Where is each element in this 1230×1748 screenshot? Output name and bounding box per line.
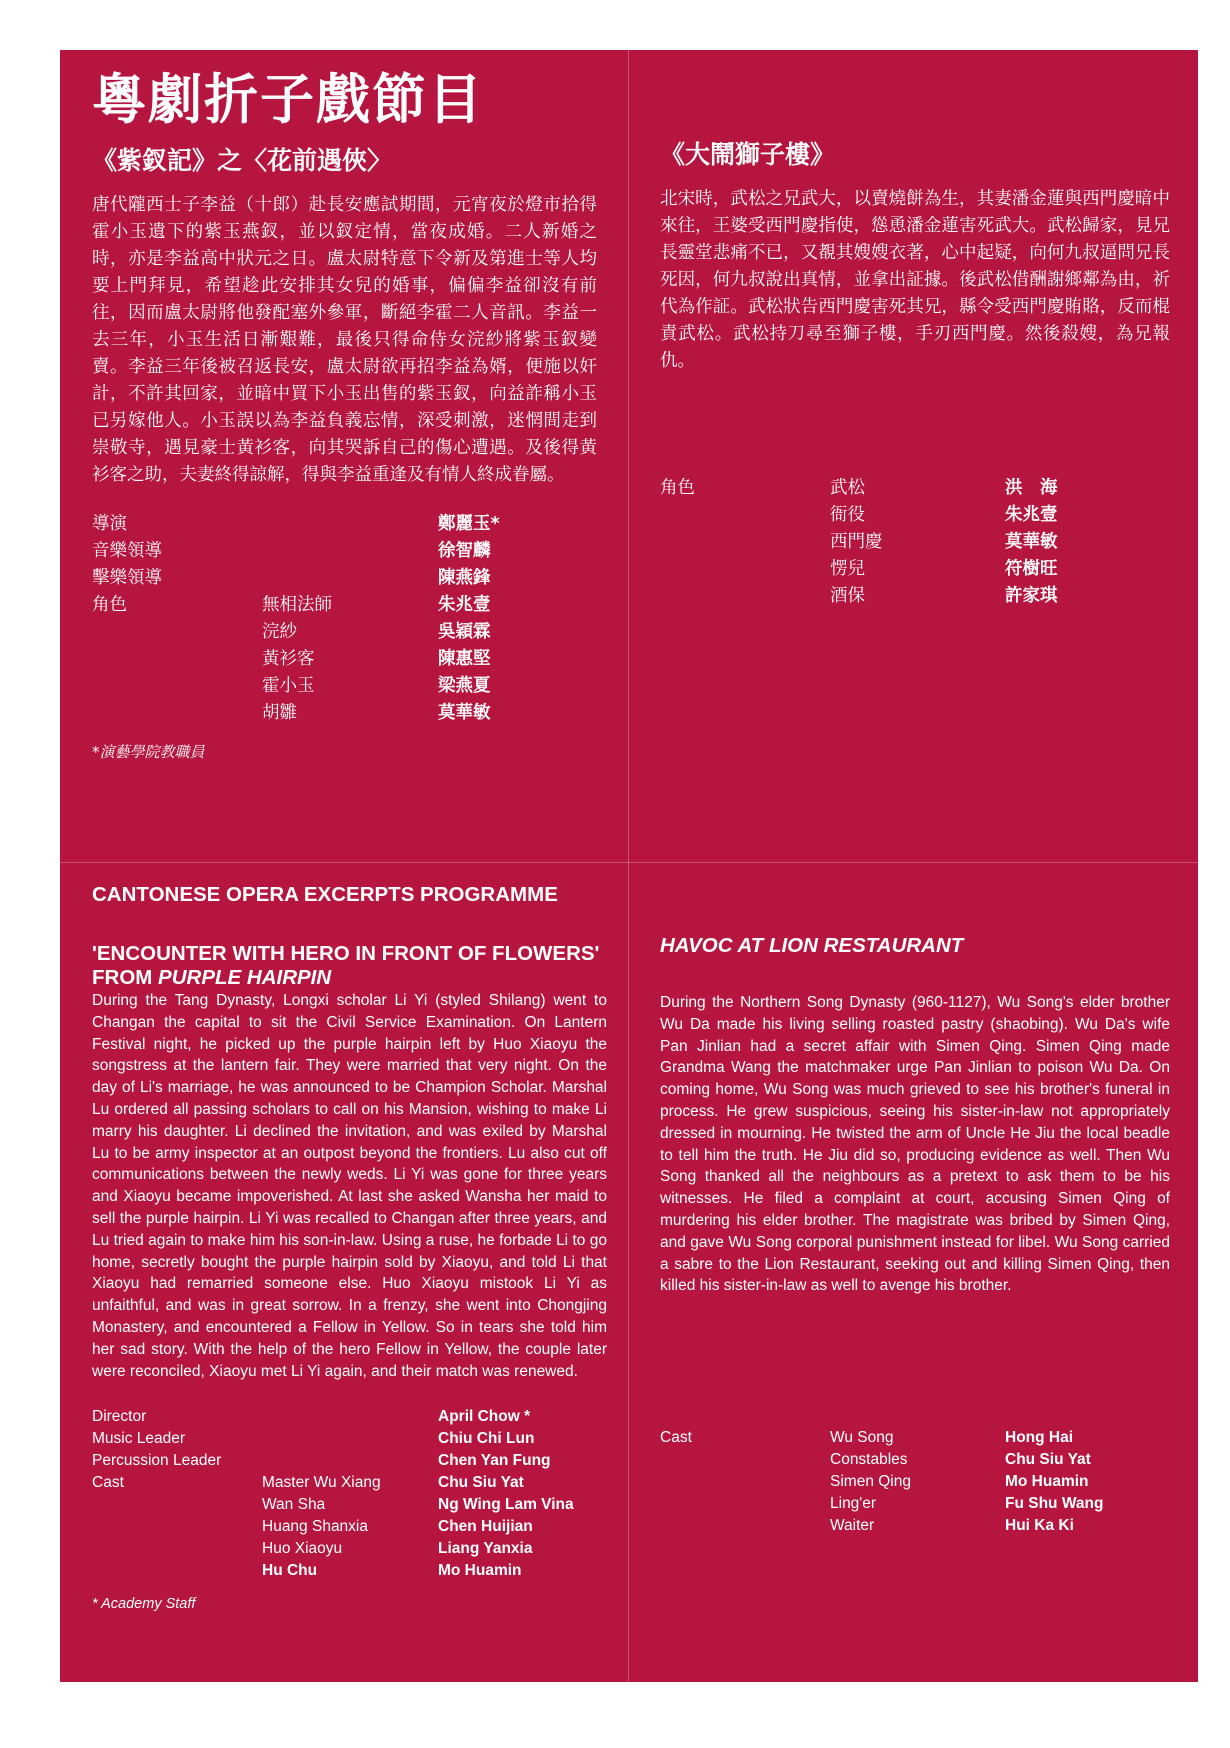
zh-right-synopsis: 北宋時，武松之兄武大，以賣燒餅為生，其妻潘金蓮與西門慶暗中來往，王婆受西門慶指使，慫恿潘金蓮害死武大。武松歸家，見兄長靈堂悲痛不已，又覩其嫂嫂衣著，心中起疑，向何九叔逼問兄長死因，何九叔說出真情，並拿出証據。後武松借酬謝鄉鄰為由，祈代為作証。武松狀告西門慶害死其兄，縣令受西門慶賄賂，反而棍責武松。武松持刀尋至獅子樓，手刃西門慶。然後殺嫂，為兄報仇。 bbox=[660, 189, 1170, 371]
credit-row: 音樂領導 徐智麟 bbox=[92, 541, 491, 561]
programme-sheet bbox=[60, 50, 1198, 1682]
credit-row: 浣紗 吳穎霖 bbox=[262, 622, 491, 642]
horizontal-divider bbox=[60, 862, 1198, 863]
en-main-title: CANTONESE OPERA EXCERPTS PROGRAMME bbox=[92, 883, 558, 906]
zh-left-title: 《紫釵記》之〈花前遇俠〉 bbox=[92, 146, 393, 175]
credit-row: Ling'er Fu Shu Wang bbox=[830, 1495, 1104, 1513]
en-right-credits bbox=[660, 1427, 1170, 1537]
en-left-credits bbox=[92, 1406, 607, 1582]
en-right-title: HAVOC AT LION RESTAURANT bbox=[660, 934, 964, 957]
vertical-divider bbox=[628, 50, 629, 1682]
en-footnote: * Academy Staff bbox=[92, 1596, 196, 1613]
zh-right-credits bbox=[660, 475, 1170, 610]
credit-row: 黃衫客 陳惠堅 bbox=[262, 649, 491, 669]
en-right-section bbox=[660, 934, 1170, 1537]
credit-row: 擊樂領導 陳燕鋒 bbox=[92, 568, 491, 588]
credit-row: Cast Master Wu Xiang Chu Siu Yat bbox=[92, 1474, 524, 1492]
credit-row: 愣兒 符樹旺 bbox=[830, 559, 1058, 579]
zh-footnote: *演藝學院教職員 bbox=[92, 743, 205, 761]
credit-row: 霍小玉 梁燕夏 bbox=[262, 676, 491, 696]
credit-row: Percussion Leader Chen Yan Fung bbox=[92, 1452, 551, 1470]
en-left-section bbox=[92, 882, 607, 1612]
zh-left-synopsis: 唐代隴西士子李益（十郎）赴長安應試期間，元宵夜於燈市拾得霍小玉遺下的紫玉燕釵，並以釵定情，當夜成婚。二人新婚之時，亦是李益高中狀元之日。盧太尉特意下令新及第進士等人均要上門拜見，希望趁此安排其女兒的婚事，偏偏李益卻沒有前往，因而盧太尉將他發配塞外參軍，斷絕李霍二人音訊。李益一去三年，小玉生活日漸艱難，最後只得命侍女浣紗將紫玉釵變賣。李益三年後被召返長安，盧太尉欲再招李益為婿，便施以奸計，不許其回家，並暗中買下小玉出售的紫玉釵，向益詐稱小玉已另嫁他人。小玉誤以為李益負義忘情，深受刺激，迷惘間走到崇敬寺，遇見豪士黃衫客，向其哭訴自己的傷心遭遇。及後得黃衫客之助，夫妻終得諒解，得與李益重逢及有情人終成眷屬。 bbox=[92, 195, 597, 485]
credit-row: Constables Chu Siu Yat bbox=[830, 1451, 1091, 1469]
credit-row: Wan Sha Ng Wing Lam Vina bbox=[262, 1496, 574, 1514]
credit-row: 角色 武松 洪 海 bbox=[660, 478, 1058, 498]
en-left-title: 'ENCOUNTER WITH HERO IN FRONT OF FLOWERS' FROM PURPLE HAIRPIN bbox=[92, 942, 600, 989]
credit-row: 胡雛 莫華敏 bbox=[262, 703, 491, 723]
credit-row: 衙役 朱兆壹 bbox=[830, 505, 1058, 525]
credit-row: 西門慶 莫華敏 bbox=[830, 532, 1058, 552]
credit-row: 導演 鄭麗玉* bbox=[92, 514, 500, 534]
credit-row: Cast Wu Song Hong Hai bbox=[660, 1429, 1074, 1447]
credit-row: Waiter Hui Ka Ki bbox=[830, 1517, 1074, 1535]
zh-right-title: 《大鬧獅子樓》 bbox=[660, 140, 836, 169]
credit-row: Simen Qing Mo Huamin bbox=[830, 1473, 1089, 1491]
zh-left-credits bbox=[92, 511, 597, 727]
en-right-synopsis: During the Northern Song Dynasty (960-1127), Wu Song's elder brother Wu Da made his living selling roasted pastry (shaobing). Wu Da's wife Pan Jinlian had a secret affair with Simen Qing. Simen Qing made Grandma Wang the matchmaker urge Pan Jinlian to poison Wu Da. On coming home, Wu Song was much grieved to see his brother's funeral in process. He grew suspicious, seeing his sister-in-law not appropriately dressed in mourning. He twisted the arm of Uncle He Jiu the local beadle to tell him the truth. He Jiu did so, producing evidence as well. Then Wu Song thanked all the neighbours as a pretext to ask them to be his witnesses. He filed a complaint at court, accusing Simen Qing of murdering his elder brother. The magistrate was bribed by Simen Qing, and gave Wu Song corporal punishment instead for libel. Wu Song carried a sabre to the Lion Restaurant, seeking out and killing Simen Qing, then killed his sister-in-law as well to avenge his brother. bbox=[660, 994, 1170, 1295]
zh-left-section bbox=[92, 68, 597, 762]
credit-row: Huo Xiaoyu Liang Yanxia bbox=[262, 1540, 533, 1558]
zh-main-title: 粵劇折子戲節目 bbox=[92, 68, 484, 131]
credit-row: Director April Chow * bbox=[92, 1408, 531, 1426]
zh-right-section bbox=[660, 138, 1170, 610]
credit-row: Music Leader Chiu Chi Lun bbox=[92, 1430, 535, 1448]
credit-row: Hu Chu Mo Huamin bbox=[262, 1562, 522, 1580]
credit-row: 酒保 許家琪 bbox=[830, 586, 1058, 606]
credit-row: 角色 無相法師 朱兆壹 bbox=[92, 595, 491, 615]
en-left-synopsis: During the Tang Dynasty, Longxi scholar Li Yi (styled Shilang) went to Changan the capital to sit the Civil Service Examination. On Lantern Festival night, he picked up the purple hairpin left by Huo Xiaoyu the songstress at the lantern fair. They were married that very night. On the day of Li's marriage, he was announced to be Champion Scholar. Marshal Lu ordered all passing scholars to call on his Mansion, wishing to make Li marry his daughter. Li declined the invitation, and was exiled by Marshal Lu to be army inspector at an outpost beyond the frontiers. Lu also cut off communications between the newly weds. Li Yi was gone for three years and Xiaoyu became impoverished. At last she asked Wansha her maid to sell the purple hairpin. Li Yi was recalled to Changan after three years, and Lu tried again to make him his son-in-law. Using a ruse, he forbade Li to go home, secretly bought the purple hairpin sold by Xiaoyu, and told Li that Xiaoyu had remarried someone else. Huo Xiaoyu mistook Li Yi as unfaithful, and was in great sorrow. In a frenzy, she went into Chongjing Monastery, and encountered a Fellow in Yellow. So in tears she told him her sad story. With the help of the hero Fellow in Yellow, the couple later were reconciled, Xiaoyu met Li Yi again, and their match was renewed. bbox=[92, 992, 607, 1380]
credit-row: Huang Shanxia Chen Huijian bbox=[262, 1518, 533, 1536]
